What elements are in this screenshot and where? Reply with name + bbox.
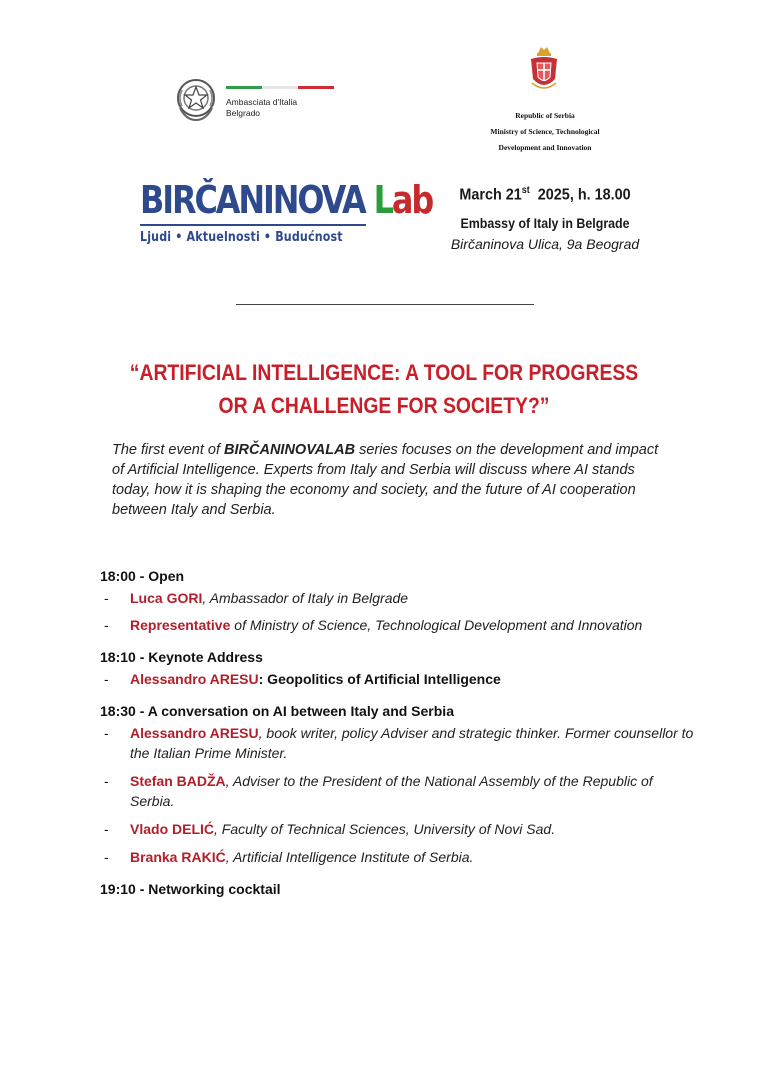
agenda-slot-heading: 18:00 - Open [100, 568, 185, 584]
intro-series-name: BIRČANINOVALAB [224, 442, 356, 458]
lab-logo-ab: ab [391, 178, 433, 222]
flag-green-stripe [226, 86, 262, 89]
bullet-dash: - [104, 725, 109, 741]
agenda-item [100, 771, 700, 811]
speaker-desc: , Ambassador of Italy in Belgrade [202, 590, 409, 606]
lab-logo-l: L [373, 178, 392, 222]
event-title-line-2: OR A CHALLENGE FOR SOCIETY?” [218, 393, 550, 418]
bullet-dash: - [104, 773, 109, 789]
agenda-slot-heading: 18:10 - Keynote Address [100, 649, 263, 665]
agenda-slot [100, 879, 700, 899]
flag-red-stripe [298, 86, 334, 89]
italian-flag-stripe [226, 86, 334, 89]
event-title [90, 356, 678, 422]
agenda-slot-heading: 18:30 - A conversation on AI between Italy and Serbia [100, 703, 454, 719]
lab-logo-underline [140, 224, 366, 226]
divider-line [236, 304, 534, 305]
italian-embassy-line: Ambasciata d'Italia [226, 97, 298, 107]
bullet-dash: - [104, 617, 109, 633]
bircaninova-lab-logo [140, 178, 433, 245]
serbian-ministry-block [468, 108, 622, 156]
intro-post: series focuses on the development and impact of Artificial Intelligence. Experts from Italy and Serbia will discuss where AI stands today, how it is shaping the economy and society, and the future of AI cooperation between Italy and Serbia. [112, 442, 659, 518]
agenda-slot [100, 566, 700, 635]
agenda-slot-heading: 19:10 - Networking cocktail [100, 881, 281, 897]
agenda [100, 566, 700, 911]
speaker-name: Luca GORI [130, 590, 203, 606]
bullet-dash: - [104, 849, 109, 865]
speaker-name: Vlado DELIĆ [130, 821, 215, 837]
bullet-dash: - [104, 590, 109, 606]
event-info [440, 178, 650, 254]
event-date [451, 178, 640, 208]
intro-pre: The first event of [112, 442, 225, 458]
agenda-item [100, 847, 700, 867]
agenda-item [100, 723, 700, 763]
lab-logo-main: BIRČANINOVA [140, 178, 374, 222]
flag-white-stripe [262, 86, 298, 89]
speaker-name: Representative [130, 617, 231, 633]
event-date-ordinal: st [521, 185, 530, 196]
serbian-coat-of-arms-icon [529, 43, 559, 95]
speaker-desc: of Ministry of Science, Technological Development and Innovation [230, 617, 643, 633]
ministry-line-2: Development and Innovation [498, 143, 592, 152]
speaker-name: Alessandro ARESU [130, 725, 259, 741]
speaker-desc: , Adviser to the President of the National Assembly of the Republic of Serbia. [130, 773, 653, 809]
speaker-desc: , Artificial Intelligence Institute of Serbia. [225, 849, 474, 865]
serbia-line: Republic of Serbia [515, 111, 575, 120]
bullet-dash: - [104, 671, 109, 687]
agenda-item [100, 819, 700, 839]
keynote-topic: : Geopolitics of Artificial Intelligence [258, 671, 501, 687]
ministry-line: Ministry of Science, Technological [490, 127, 600, 136]
intro-paragraph [112, 440, 660, 520]
event-title-line-1: “ARTIFICIAL INTELLIGENCE: A TOOL FOR PROGRESS [129, 360, 639, 385]
event-date-main: March 21 [459, 186, 522, 204]
event-date-time: 2025, h. 18.00 [529, 186, 631, 204]
lab-logo-tagline: Ljudi • Aktuelnosti • Budućnost [140, 229, 343, 245]
bullet-dash: - [104, 821, 109, 837]
lab-logo-wordmark [140, 178, 433, 222]
agenda-item [100, 588, 700, 608]
agenda-item [100, 615, 700, 635]
italian-embassy-city: Belgrado [226, 108, 261, 118]
speaker-name: Stefan BADŽA [130, 773, 226, 789]
agenda-item [100, 669, 700, 689]
event-venue: Embassy of Italy in Belgrade [460, 216, 630, 232]
speaker-desc: , book writer, policy Adviser and strategic thinker. Former counsellor to the Italian Prime Minister. [130, 725, 694, 761]
italian-republic-emblem-icon [174, 76, 218, 124]
italian-embassy-name [226, 97, 297, 119]
speaker-desc: , Faculty of Technical Sciences, University of Novi Sad. [214, 821, 556, 837]
speaker-name: Alessandro ARESU [130, 671, 259, 687]
speaker-name: Branka RAKIĆ [130, 849, 226, 865]
agenda-slot [100, 647, 700, 689]
event-address: Birčaninova Ulica, 9a Beograd [450, 236, 640, 253]
agenda-slot [100, 701, 700, 867]
